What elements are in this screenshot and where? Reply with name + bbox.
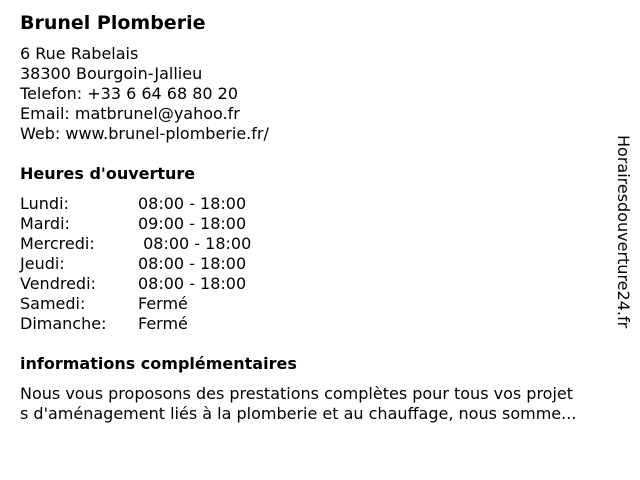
day-label: Mercredi:: [20, 234, 95, 253]
day-label: Mardi:: [20, 214, 70, 233]
day-label: Dimanche:: [20, 314, 107, 333]
hours-heading: Heures d'ouverture: [20, 164, 196, 183]
time-value: Fermé: [138, 294, 188, 313]
time-value: 08:00 - 18:00: [138, 254, 247, 273]
hours-row-mercredi: [20, 234, 251, 254]
info-description: [20, 384, 630, 424]
time-value: 08:00 - 18:00: [138, 194, 247, 213]
phone-number: Telefon: +33 6 64 68 80 20: [20, 84, 239, 103]
day-label: Lundi:: [20, 194, 69, 213]
time-value: 08:00 - 18:00: [138, 234, 252, 253]
hours-row-vendredi: [20, 274, 251, 294]
day-label: Vendredi:: [20, 274, 96, 293]
address-block: [20, 44, 269, 144]
hours-row-lundi: [20, 194, 251, 214]
day-label: Jeudi:: [20, 254, 65, 273]
time-value: Fermé: [138, 314, 188, 333]
info-line-2: s d'aménagement liés à la plomberie et au chauffage, nous somme...: [20, 404, 577, 423]
day-label: Samedi:: [20, 294, 86, 313]
info-line-1: Nous vous proposons des prestations complètes pour tous vos projet: [20, 384, 574, 403]
hours-row-jeudi: [20, 254, 251, 274]
hours-row-mardi: [20, 214, 251, 234]
hours-row-dimanche: [20, 314, 251, 334]
site-watermark: Horairesdouverture24.fr: [614, 135, 633, 329]
street-address: 6 Rue Rabelais: [20, 44, 139, 63]
hours-row-samedi: [20, 294, 251, 314]
website-address: Web: www.brunel-plomberie.fr/: [20, 124, 269, 143]
time-value: 08:00 - 18:00: [138, 274, 247, 293]
email-address: Email: matbrunel@yahoo.fr: [20, 104, 240, 123]
business-name: Brunel Plomberie: [20, 12, 206, 34]
info-heading: informations complémentaires: [20, 354, 297, 373]
city-address: 38300 Bourgoin-Jallieu: [20, 64, 203, 83]
opening-hours-table: [20, 194, 251, 334]
time-value: 09:00 - 18:00: [138, 214, 247, 233]
